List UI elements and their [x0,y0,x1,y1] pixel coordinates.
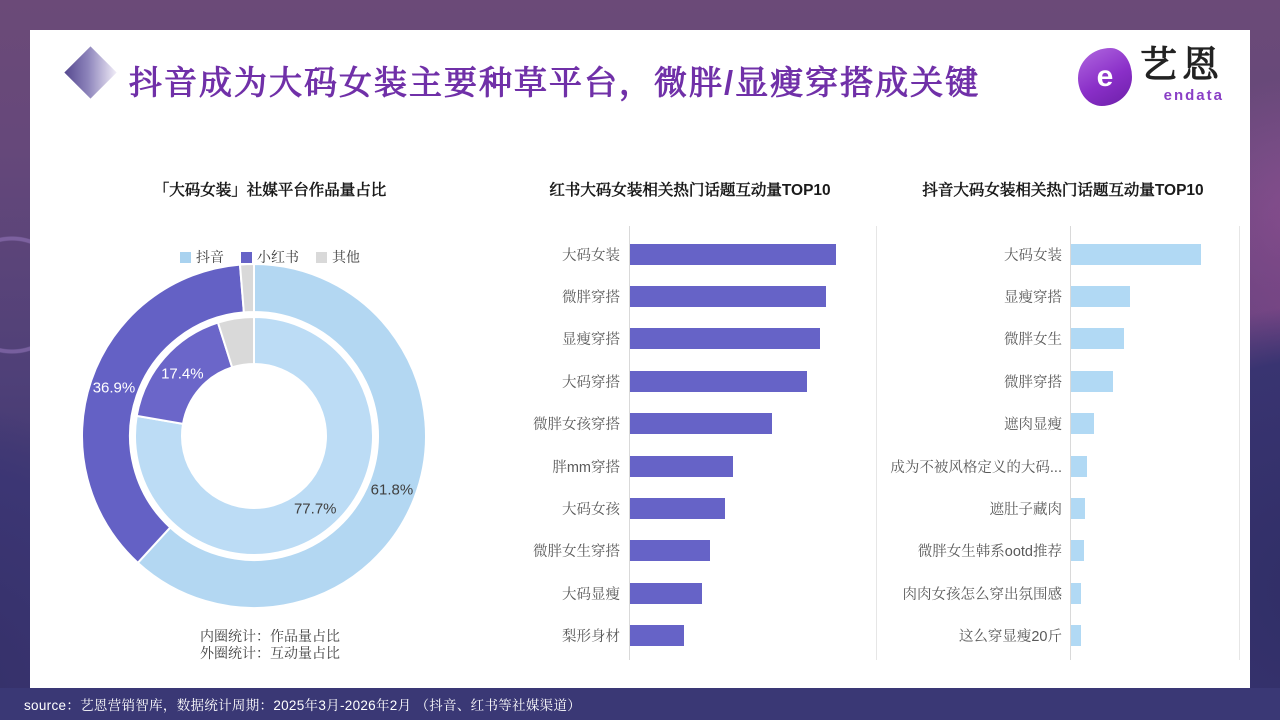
donut-slice-label: 36.9% [92,379,136,397]
bar [1071,625,1081,646]
bar-row [850,572,1242,614]
logo-text [1140,44,1224,104]
bar [1071,583,1081,604]
slide-card [30,30,1250,688]
bar-row [850,530,1242,572]
bar [1071,328,1124,349]
bar-label: 微胖女生穿搭 [533,544,620,561]
bar-label: 显瘦穿搭 [562,332,620,349]
bar [630,583,702,604]
donut-svg [74,256,434,616]
bar-label: 遮肉显瘦 [1004,417,1062,434]
endata-logo [1078,44,1224,106]
page-title: 抖音成为大码女装主要种草平台，微胖/显瘦穿搭成关键 [129,64,981,101]
bar-label: 这么穿显瘦20斤 [958,629,1062,646]
bar-label: 微胖女孩穿搭 [533,417,620,434]
bar-label: 显瘦穿搭 [1004,290,1062,307]
legend-label: 抖音 [196,249,224,265]
bar [630,244,836,265]
donut-caption-line-outer: 外圈统计：互动量占比 [200,645,340,661]
bar [630,371,807,392]
logo-letter: e [1096,60,1114,93]
bar-row [850,445,1242,487]
bar-row [850,233,1242,275]
bar [630,540,710,561]
bar-label: 微胖穿搭 [562,290,620,307]
bar-label: 胖mm穿搭 [552,459,620,476]
bar [630,498,725,519]
bar-label: 大码穿搭 [562,374,620,391]
bar-label: 遮肚子藏肉 [989,502,1062,519]
endata-logo-icon [1078,48,1132,106]
bar [1071,371,1113,392]
bar [630,625,684,646]
bar-row [850,275,1242,317]
bar [630,328,820,349]
bar-row [498,360,878,402]
legend-label: 其他 [332,249,360,265]
bar-row [850,318,1242,360]
douyin-chart-title: 抖音大码女装相关热门话题互动量TOP10 [922,182,1204,199]
donut-chart [74,256,434,616]
douyin-bar-chart [850,233,1242,657]
bar-label: 大码女装 [1004,247,1062,264]
bar [1071,540,1084,561]
bar-row [498,445,878,487]
bar [1071,456,1087,477]
bar-label: 大码女装 [562,247,620,264]
bar-row [498,403,878,445]
bar-label: 成为不被风格定义的大码... [890,459,1062,476]
bar-row [850,615,1242,657]
bar-row [850,487,1242,529]
donut-chart-title: 「大码女装」社媒平台作品量占比 [153,182,387,199]
donut-caption [50,628,490,662]
bar [630,286,826,307]
xiaohongshu-chart-title: 红书大码女装相关热门话题互动量TOP10 [549,182,831,199]
donut-slice-label: 17.4% [161,365,204,383]
bar [1071,286,1130,307]
legend-label: 小红书 [257,249,299,265]
title-diamond-marker [64,46,116,98]
bar [630,413,772,434]
bar-row [498,275,878,317]
source-bar [0,688,1280,720]
bar-row [498,530,878,572]
bar-row [850,403,1242,445]
bar-row [850,360,1242,402]
logo-cn-name: 艺恩 [1140,44,1224,85]
bar-row [498,318,878,360]
bar [1071,413,1094,434]
bar-label: 梨形身材 [562,629,620,646]
bar-label: 微胖女生韩系ootd推荐 [917,544,1062,561]
bar-label: 微胖穿搭 [1004,374,1062,391]
bar-row [498,487,878,529]
logo-en-name: endata [1163,86,1224,104]
source-text: source：艺恩营销智库，数据统计周期：2025年3月-2026年2月 （抖音、红书等社媒渠道） [24,698,582,713]
bar-label: 大码显瘦 [562,586,620,603]
bar-label: 大码女孩 [562,502,620,519]
bar-row [498,572,878,614]
bar-label: 肉肉女孩怎么穿出氛围感 [902,586,1062,603]
donut-slice-label: 77.7% [293,500,337,518]
bar-row [498,233,878,275]
bar [1071,498,1085,519]
donut-slice-label: 61.8% [370,481,414,499]
bar-row [498,615,878,657]
bar [1071,244,1201,265]
xiaohongshu-bar-chart [498,233,878,657]
bar-label: 微胖女生 [1004,332,1062,349]
donut-caption-line-inner: 内圈统计：作品量占比 [200,628,340,644]
bar [630,456,733,477]
